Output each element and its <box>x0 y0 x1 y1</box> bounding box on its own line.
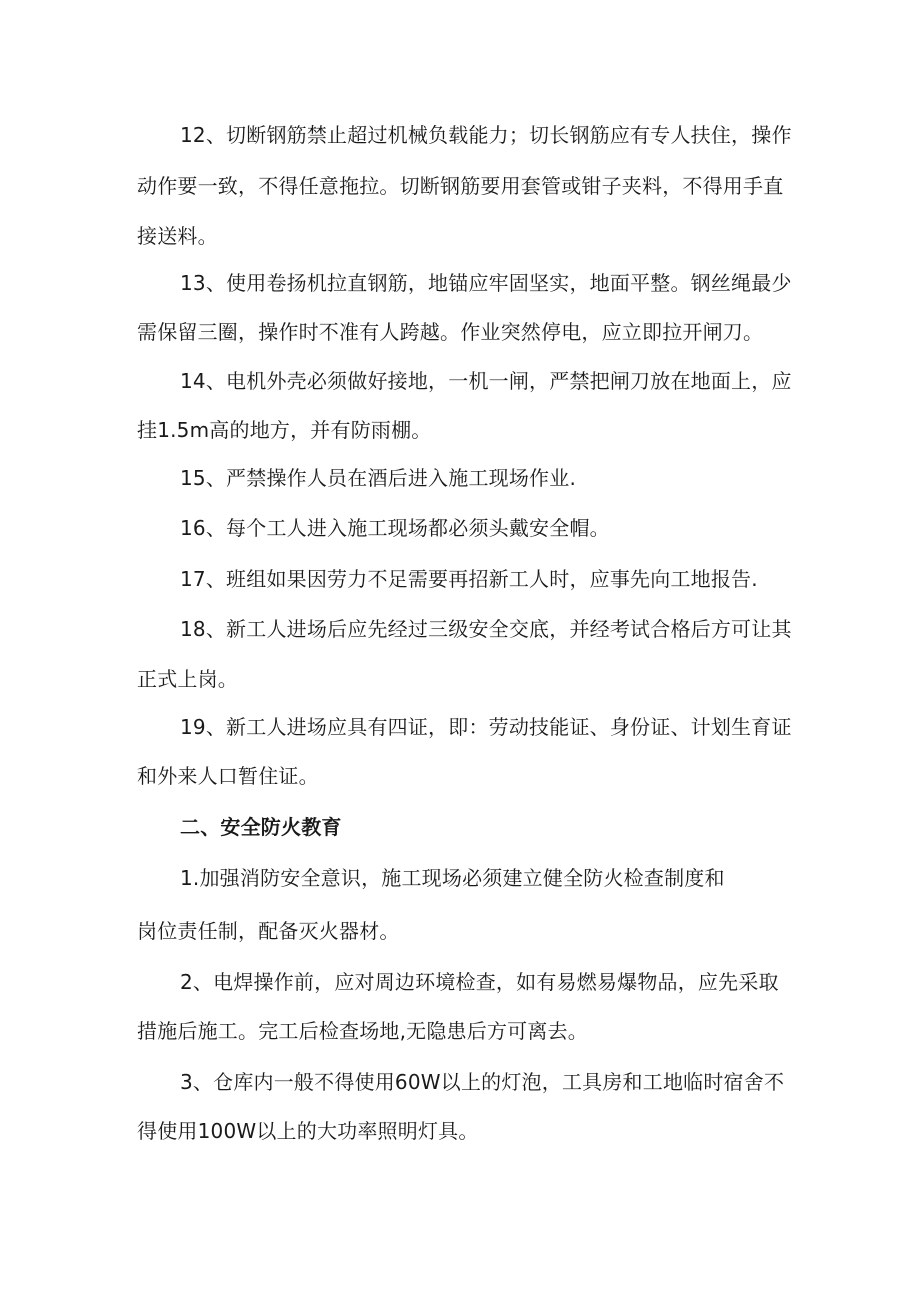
paragraph-line: 3、仓库内一般不得使用60W以上的灯泡，工具房和工地临时宿舍不 <box>180 1070 785 1094</box>
paragraph-line: 2、电焊操作前，应对周边环境检查，如有易燃易爆物品，应先采取 <box>180 970 779 994</box>
paragraph-line: 14、电机外壳必须做好接地，一机一闸，严禁把闸刀放在地面上，应 <box>180 369 792 393</box>
paragraph-line: 1.加强消防安全意识，施工现场必须建立健全防火检查制度和 <box>180 866 725 890</box>
section-heading: 二、安全防火教育 <box>180 815 342 839</box>
paragraph-line: 19、新工人进场应具有四证，即：劳动技能证、身份证、计划生育证 <box>180 715 792 739</box>
paragraph-line: 15、严禁操作人员在酒后进入施工现场作业. <box>180 466 577 490</box>
paragraph-line: 接送料。 <box>137 224 218 248</box>
paragraph-line: 13、使用卷扬机拉直钢筋，地锚应牢固坚实，地面平整。钢丝绳最少 <box>180 271 792 295</box>
paragraph-line: 动作要一致，不得任意拖拉。切断钢筋要用套管或钳子夹料，不得用手直 <box>137 174 784 198</box>
paragraph-line: 和外来人口暂住证。 <box>137 764 319 788</box>
paragraph-line: 18、新工人进场后应先经过三级安全交底，并经考试合格后方可让其 <box>180 617 792 641</box>
paragraph-line: 需保留三圈，操作时不准有人跨越。作业突然停电，应立即拉开闸刀。 <box>137 320 764 344</box>
paragraph-line: 措施后施工。完工后检查场地,无隐患后方可离去。 <box>137 1019 588 1043</box>
paragraph-line: 得使用100W以上的大功率照明灯具。 <box>137 1119 479 1143</box>
paragraph-line: 17、班组如果因劳力不足需要再招新工人时，应事先向工地报告. <box>180 567 758 591</box>
paragraph-line: 16、每个工人进入施工现场都必须头戴安全帽。 <box>180 516 610 540</box>
paragraph-line: 岗位责任制，配备灭火器材。 <box>137 919 400 943</box>
paragraph-line: 挂1.5m高的地方，并有防雨棚。 <box>137 418 432 442</box>
paragraph-line: 正式上岗。 <box>137 667 238 691</box>
paragraph-line: 12、切断钢筋禁止超过机械负载能力；切长钢筋应有专人扶住，操作 <box>180 123 792 147</box>
